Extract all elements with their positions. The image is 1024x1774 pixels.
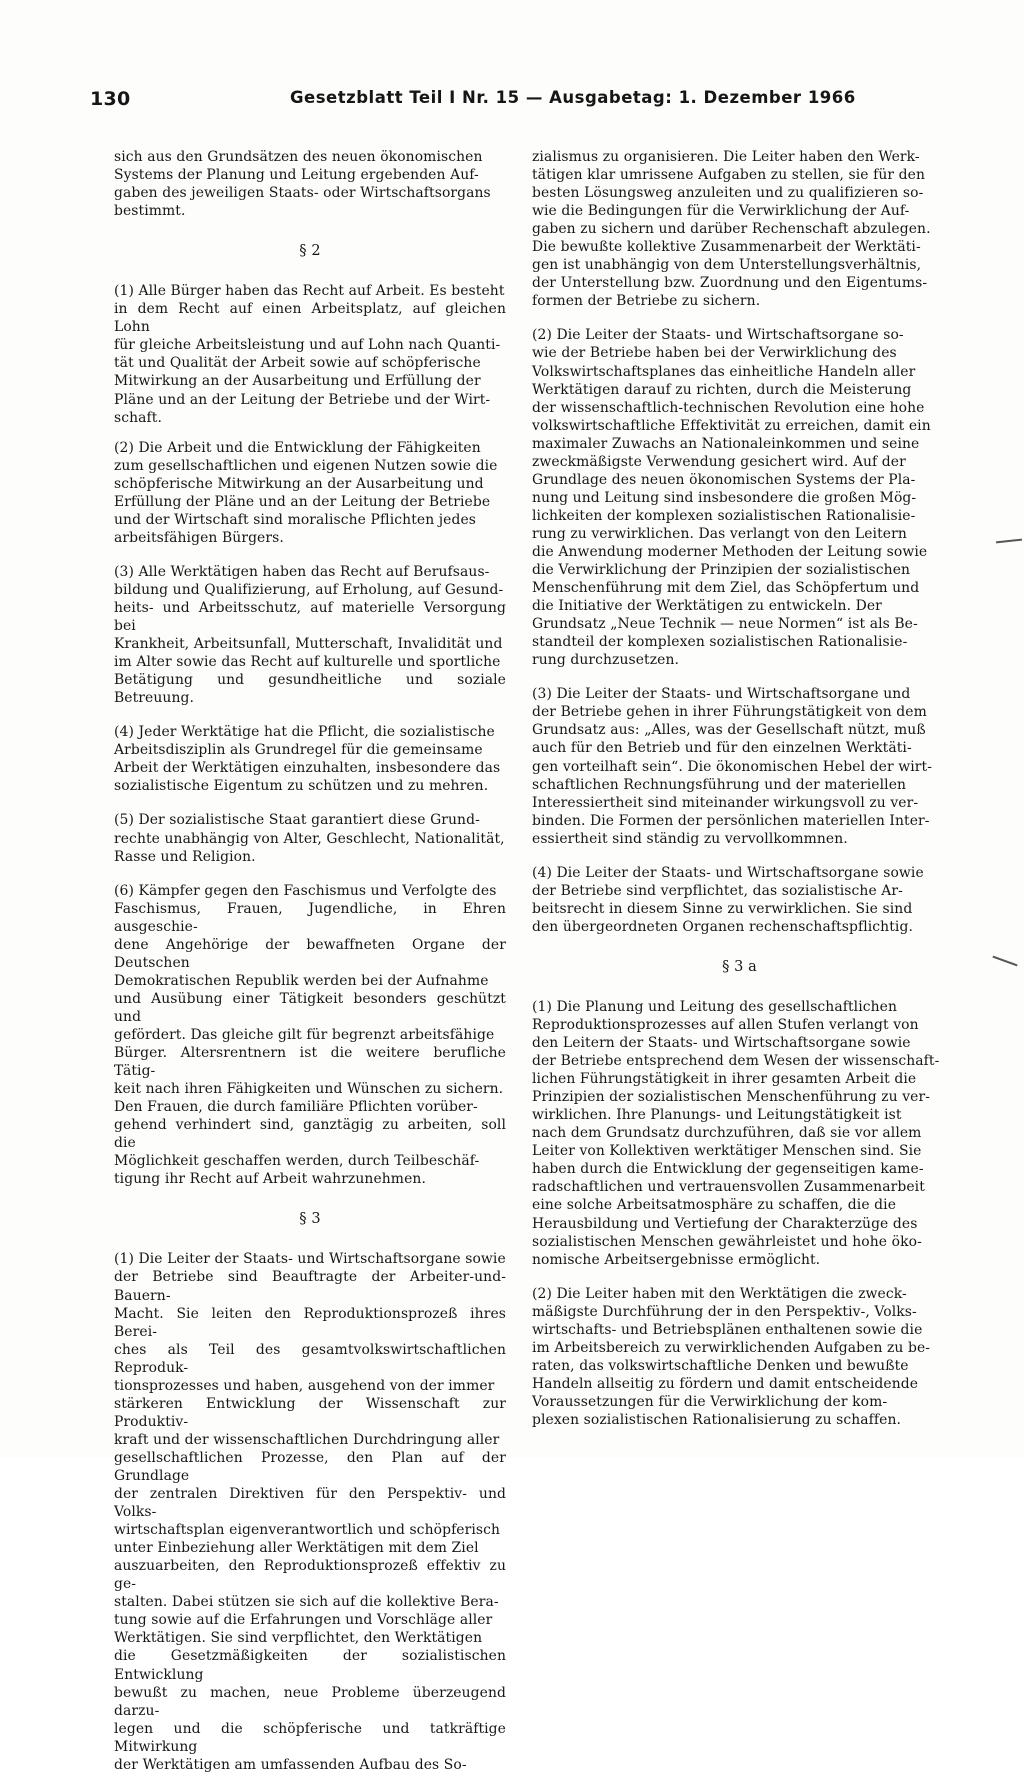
- paragraph-3a-2: (2) Die Leiter haben mit den Werktätigen die zweck- mäßigste Durchführung der in den Perspektiv-, Volks- wirtschafts- und Betriebsplänen enthaltenen sowie die im Arbeitsbereich zu verwirklichenden Aufgaben zu be- raten, das volkswirtschaftliche Denken und bewußte Handeln allseitig zu fördern und damit entscheidende Voraussetzungen für die Verwirklichung der kom- plexen sozialistischen Rationalisierung zu schaffen.: [532, 1285, 931, 1428]
- margin-scan-mark: [992, 956, 1017, 967]
- paragraph-3-2: (2) Die Leiter der Staats- und Wirtschaftsorgane so- wie der Betriebe haben bei der Verwirklichung des Volkswirtschaftsplanes das einheitliche Handeln aller Werktätigen darauf zu richten, durch die Meisterung der wissenschaftlich-technischen Revolution eine hohe volkswirtschaftliche Effektivität zu erreichen, damit ein maximaler Zuwachs an Nationaleinkommen und seine zweckmäßigste Verwendung gesichert wird. Auf der Grundlage des neuen ökonomischen Systems der Pla- nung und Leitung sind insbesondere die großen Mög- lichkeiten der komplexen sozialistischen Rationalisie- rung zu verwirklichen. Das verlangt von den Leitern die Anwendung moderner Methoden der Leitung sowie die Verwirklichung der Prinzipien der sozialistischen Menschenführung mit dem Ziel, das Schöpfertum und die Initiative der Werktätigen zu entwickeln. Der Grundsatz „Neue Technik — neue Normen“ ist als Be- standteil der komplexen sozialistischen Rationalisie- rung durchzusetzen.: [532, 327, 931, 669]
- paragraph-2-5: (5) Der sozialistische Staat garantiert diese Grund- rechte unabhängig von Alter, Geschlecht, Nationalität, Rasse und Religion.: [114, 812, 505, 865]
- paragraph-2-6: (6) Kämpfer gegen den Faschismus und Verfolgte des Faschismus, Frauen, Jugendliche, in Ehren ausgeschie- dene Angehörige der bewaffneten Organe der Deutschen Demokratischen Republik werden bei der Aufnahme und Ausübung einer Tätigkeit besonders geschützt und gefördert. Das gleiche gilt für begrenzt arbeitsfähige Bürger. Altersrentnern ist die weitere berufliche Tätig- keit nach ihren Fähigkeiten und Wünschen zu sichern. Den Frauen, die durch familiäre Pflichten vorüber- gehend verhindert sind, ganztägig zu arbeiten, soll die Möglichkeit geschaffen werden, durch Teilbeschäf- tigung ihr Recht auf Arbeit wahrzunehmen.: [114, 882, 506, 1188]
- section-heading-3: § 3: [299, 1211, 321, 1228]
- paragraph-2-3: (3) Alle Werktätigen haben das Recht auf Berufsaus- bildung und Qualifizierung, auf Erholung, auf Gesund- heits- und Arbeitsschutz, auf materielle Versorgung bei Krankheit, Arbeitsunfall, Mutterschaft, Invalidität und im Alter sowie das Recht auf kulturelle und sportliche Betätigung und gesundheitliche und soziale Betreuung.: [114, 563, 506, 707]
- left-column: [114, 148, 506, 1774]
- paragraph-2-1: (1) Alle Bürger haben das Recht auf Arbeit. Es besteht in dem Recht auf einen Arbeitsplatz, auf gleichen Lohn für gleiche Arbeitsleistung und auf Lohn nach Quanti- tät und Qualität der Arbeit sowie auf schöpferische Mitwirkung an der Ausarbeitung und Erfüllung der Pläne und an der Leitung der Betriebe und der Wirt- schaft.: [114, 283, 506, 426]
- margin-scan-mark: [996, 539, 1022, 544]
- paragraph-3-1: (1) Die Leiter der Staats- und Wirtschaftsorgane sowie der Betriebe sind Beauftragte der Arbeiter-und-Bauern- Macht. Sie leiten den Reproduktionsprozeß ihres Berei- ches als Teil des gesamtvolkswirtschaftlichen Reproduk- tionsprozesses und haben, ausgehend von der immer stärkeren Entwicklung der Wissenschaft zur Produktiv- kraft und der wissenschaftlichen Durchdringung aller gesellschaftlichen Prozesse, den Plan auf der Grundlage der zentralen Direktiven für den Perspektiv- und Volks- wirtschaftsplan eigenverantwortlich und schöpferisch unter Einbeziehung aller Werktätigen mit dem Ziel auszuarbeiten, den Reproduktionsprozeß effektiv zu ge- stalten. Dabei stützen sie sich auf die kollektive Bera- tung sowie auf die Erfahrungen und Vorschläge aller Werktätigen. Sie sind verpflichtet, den Werktätigen die Gesetzmäßigkeiten der sozialistischen Entwicklung bewußt zu machen, neue Probleme überzeugend darzu- legen und die schöpferische und tatkräftige Mitwirkung der Werktätigen am umfassenden Aufbau des So-: [114, 1251, 506, 1773]
- running-head: Gesetzblatt Teil I Nr. 15 — Ausgabetag: 1. Dezember 1966: [290, 88, 856, 107]
- paragraph-3-3: (3) Die Leiter der Staats- und Wirtschaftsorgane und der Betriebe gehen in ihrer Führungstätigkeit von dem Grundsatz aus: „Alles, was der Gesellschaft nützt, muß auch für den Betrieb und für den einzelnen Werktäti- gen vorteilhaft sein“. Die ökonomischen Hebel der wirt- schaftlichen Rechnungsführung und der materiellen Interessiertheit sind miteinander wirkungsvoll zu ver- binden. Die Formen der persönlichen materiellen Inter- essiertheit sind ständig zu vervollkommnen.: [532, 686, 932, 847]
- paragraph-3a-1: (1) Die Planung und Leitung des gesellschaftlichen Reproduktionsprozesses auf allen Stufen verlangt von den Leitern der Staats- und Wirtschaftsorgane sowie der Betriebe entsprechend dem Wesen der wissenschaft- lichen Führungstätigkeit in ihrer gesamten Arbeit die Prinzipien der sozialistischen Menschenführung zu ver- wirklichen. Ihre Planungs- und Leitungstätigkeit ist nach dem Grundsatz durchzuführen, daß sie vor allem Leiter von Kollektiven werktätiger Menschen sind. Sie haben durch die Entwicklung der gegenseitigen kame- radschaftlichen und vertrauensvollen Zusammenarbeit eine solche Arbeitsatmosphäre zu schaffen, die die Herausbildung und Vertiefung der Charakterzüge des sozialistischen Menschen gewährleistet und hohe öko- nomische Arbeitsergebnisse ermöglicht.: [532, 998, 940, 1268]
- paragraph-3-4: (4) Die Leiter der Staats- und Wirtschaftsorgane sowie der Betriebe sind verpflichtet, das sozialistische Ar- beitsrecht in diesem Sinne zu verwirklichen. Sie sind den übergeordneten Organen rechenschaftspflichtig.: [532, 864, 924, 935]
- paragraph-3-1-continued: zialismus zu organisieren. Die Leiter haben den Werk- tätigen klar umrissene Aufgaben zu stellen, sie für den besten Lösungsweg anzuleiten und zu qualifizieren so- wie die Bedingungen für die Verwirklichung der Auf- gaben zu sichern und darüber Rechenschaft abzulegen. Die bewußte kollektive Zusammenarbeit der Werktäti- gen ist unabhängig von dem Unterstellungsverhältnis, der Unterstellung bzw. Zuordnung und den Eigentums- formen der Betriebe zu sichern.: [532, 149, 931, 310]
- section-heading-3a: § 3 a: [722, 958, 757, 975]
- section-heading-2: § 2: [299, 243, 321, 260]
- page-header: [90, 88, 970, 118]
- right-column: [532, 148, 947, 1429]
- paragraph-2-4: (4) Jeder Werktätige hat die Pflicht, die sozialistische Arbeitsdisziplin als Grundregel für die gemeinsame Arbeit der Werktätigen einzuhalten, insbesondere das sozialistische Eigentum zu schützen und zu mehren.: [114, 724, 501, 795]
- paragraph-continuation: sich aus den Grundsätzen des neuen ökonomischen Systems der Planung und Leitung ergebenden Auf- gaben des jeweiligen Staats- oder Wirtschaftsorgans bestimmt.: [114, 149, 491, 220]
- paragraph-2-2: (2) Die Arbeit und die Entwicklung der Fähigkeiten zum gesellschaftlichen und eigenen Nutzen sowie die schöpferische Mitwirkung an der Ausarbeitung und Erfüllung der Pläne und an der Leitung der Betriebe und der Wirtschaft sind moralische Pflichten jedes arbeitsfähigen Bürgers.: [114, 439, 498, 546]
- page-number: 130: [90, 88, 131, 110]
